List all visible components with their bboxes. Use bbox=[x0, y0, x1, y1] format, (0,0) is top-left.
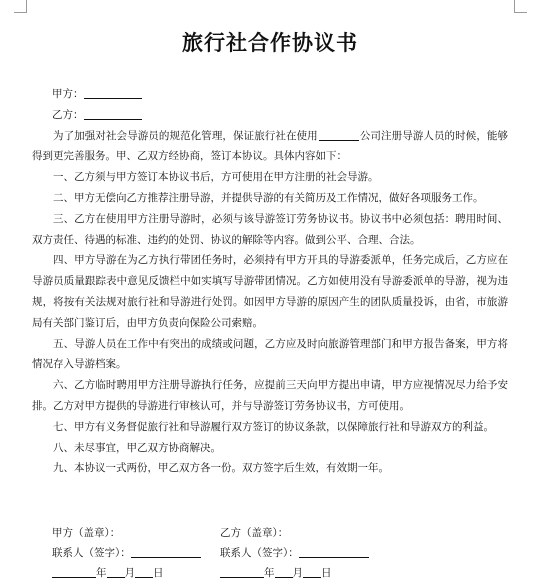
party-a-seal-label: 甲方（盖章）： bbox=[52, 527, 121, 539]
clause-6: 六、乙方临时聘用甲方注册导游执行任务，应提前三天向甲方提出申请，甲方应视情况尽力给予安排。乙方对甲方提供的导游进行审核认可，并与导游签订劳务协议书，方可使用。 bbox=[32, 379, 508, 412]
party-a-year-blank bbox=[52, 565, 96, 578]
intro-text-1: 为了加强对社会导游员的规范化管理，保证旅行社在使用 bbox=[53, 129, 318, 142]
party-a-line bbox=[32, 84, 508, 105]
signature-seal-row bbox=[52, 523, 522, 543]
party-b-contact-blank bbox=[299, 545, 369, 558]
party-b-blank bbox=[84, 107, 142, 120]
clause-8: 八、未尽事宜，甲乙双方协商解决。 bbox=[53, 441, 221, 454]
party-b-contact-label: 联系人（签字）： bbox=[220, 547, 299, 559]
party-a-year-label: 年 bbox=[96, 567, 107, 579]
document-body bbox=[32, 84, 508, 479]
party-b-day-blank bbox=[303, 565, 321, 578]
intro-paragraph bbox=[32, 126, 508, 168]
party-b-seal-label: 乙方（盖章）： bbox=[220, 527, 289, 539]
document-title: 旅行社合作协议书 bbox=[182, 30, 358, 55]
company-name-blank bbox=[319, 128, 359, 141]
signature-date-row bbox=[52, 563, 522, 583]
party-b-contact bbox=[220, 543, 369, 563]
clause-3: 三、乙方在使用甲方注册导游时，必须与该导游签订劳务协议书。协议书中必须包括：聘用时间、双方责任、待遇的标准、违约的处罚、协议的解除等内容。做到公平、合理、合法。 bbox=[32, 212, 508, 246]
signature-contact-row bbox=[52, 543, 522, 563]
clause-2: 二、甲方无偿向乙方推荐注册导游，并提供导游的有关简历及工作情况，做好各项服务工作。 bbox=[53, 191, 484, 204]
party-a-label: 甲方： bbox=[52, 88, 84, 100]
party-b-day-label: 日 bbox=[321, 567, 332, 579]
party-b-month-label: 月 bbox=[292, 567, 303, 579]
clause-1: 一、乙方须与甲方签订本协议书后，方可使用在甲方注册的社会导游。 bbox=[53, 171, 379, 184]
party-a-month-blank bbox=[107, 565, 125, 578]
party-a-contact bbox=[52, 543, 201, 563]
clause-5: 五、导游人员在工作中有突出的成绩或问题，乙方应及时向旅游管理部门和甲方报告备案，甲方将情况存入导游档案。 bbox=[32, 337, 508, 371]
crop-mark-top-right bbox=[514, 0, 527, 13]
party-b-year-blank bbox=[220, 565, 264, 578]
intro-text-2: 公司注册导游人员的时候，能够得到更完善服务。甲、乙双方经协商，签订本协议。具体内容如下： bbox=[32, 129, 509, 163]
party-a-day-label: 日 bbox=[153, 567, 164, 579]
party-b-year-label: 年 bbox=[264, 567, 275, 579]
party-b-label: 乙方： bbox=[52, 108, 84, 121]
clause-4: 四、甲方导游在为乙方执行带团任务时，必须持有甲方开具的导游委派单，任务完成后，乙方应在导游员质量跟踪表中意见反馈栏中如实填写导游带团情况。乙方如使用没有导游委派单的导游，视为违规，将按有关法规对旅行社和导游进行处罚。如因甲方导游的原因产生的团队质量投诉，由省，市旅游局有关部门鉴订后，由甲方负责向保险公司索赔。 bbox=[32, 254, 508, 329]
party-b-month-blank bbox=[275, 565, 293, 578]
party-a-date bbox=[52, 563, 164, 583]
party-a-contact-blank bbox=[131, 545, 201, 558]
clause-7: 七、甲方有义务督促旅行社和导游履行双方签订的协议条款，以保障旅行社和导游双方的利益。 bbox=[53, 420, 494, 433]
party-a-contact-label: 联系人（签字）： bbox=[52, 547, 131, 559]
crop-mark-top-left bbox=[14, 0, 27, 13]
party-b-line bbox=[32, 105, 508, 126]
party-a-blank bbox=[84, 86, 142, 99]
clause-9: 九、本协议一式两份，甲乙双方各一份。双方签字后生效，有效期一年。 bbox=[53, 462, 389, 475]
party-b-date bbox=[220, 563, 332, 583]
party-a-day-blank bbox=[135, 565, 153, 578]
party-a-month-label: 月 bbox=[124, 567, 135, 579]
